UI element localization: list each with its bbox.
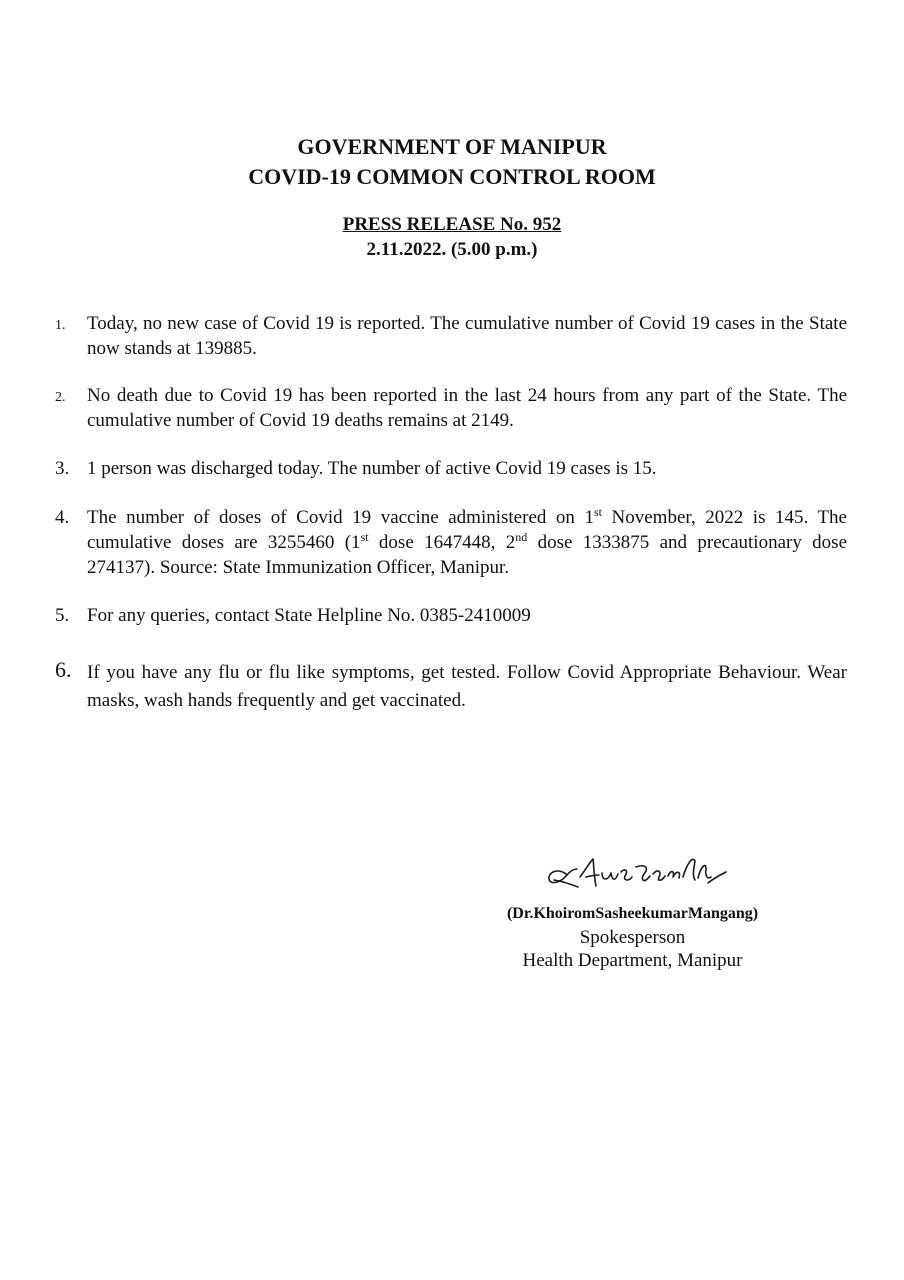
item-text: 1 person was discharged today. The number of active Covid 19 cases is 15. bbox=[87, 458, 657, 479]
list-item bbox=[55, 659, 847, 715]
signatory-name: (Dr.KhoiromSasheekumarMangang) bbox=[506, 905, 759, 922]
item-number: 3. bbox=[55, 458, 70, 479]
signatory-department: Health Department, Manipur bbox=[522, 950, 743, 971]
item-number: 6. bbox=[55, 657, 72, 682]
item-text: If you have any flu or flu like symptoms, get tested. Follow Covid Appropriate Behaviour. Wear masks, wash hands frequently and get vaccinated. bbox=[87, 662, 847, 711]
item-number: 1. bbox=[55, 318, 66, 333]
item-text: Today, no new case of Covid 19 is reported. The cumulative number of Covid 19 cases in the State now stands at 139885. bbox=[87, 313, 847, 359]
list-item bbox=[55, 311, 847, 361]
control-room-title: COVID-19 COMMON CONTROL ROOM bbox=[248, 164, 656, 189]
item-number: 4. bbox=[55, 507, 70, 528]
government-title: GOVERNMENT OF MANIPUR bbox=[297, 134, 607, 159]
list-item bbox=[55, 383, 847, 433]
signatory-title: Spokesperson bbox=[579, 927, 686, 948]
item-text: For any queries, contact State Helpline No. 0385-2410009 bbox=[87, 605, 531, 626]
press-release-date: 2.11.2022. (5.00 p.m.) bbox=[366, 239, 538, 260]
press-release-heading bbox=[0, 212, 904, 262]
signature-image bbox=[540, 850, 740, 900]
item-text: No death due to Covid 19 has been reported in the last 24 hours from any part of the State. The cumulative number of Covid 19 deaths remains at 2149. bbox=[87, 385, 847, 431]
press-release-title: PRESS RELEASE No. 952 bbox=[342, 214, 562, 235]
list-item bbox=[55, 456, 847, 481]
list-item bbox=[55, 505, 847, 580]
document-header bbox=[0, 132, 904, 192]
item-number: 2. bbox=[55, 390, 66, 405]
item-number: 5. bbox=[55, 605, 70, 626]
list-item bbox=[55, 603, 847, 628]
item-text: The number of doses of Covid 19 vaccine administered on 1st November, 2022 is 145. The cumulative doses are 3255460 (1st dose 1647448, 2nd dose 1333875 and precautionary dose 274137). Source: State Immunization Officer, Manipur. bbox=[87, 505, 848, 578]
